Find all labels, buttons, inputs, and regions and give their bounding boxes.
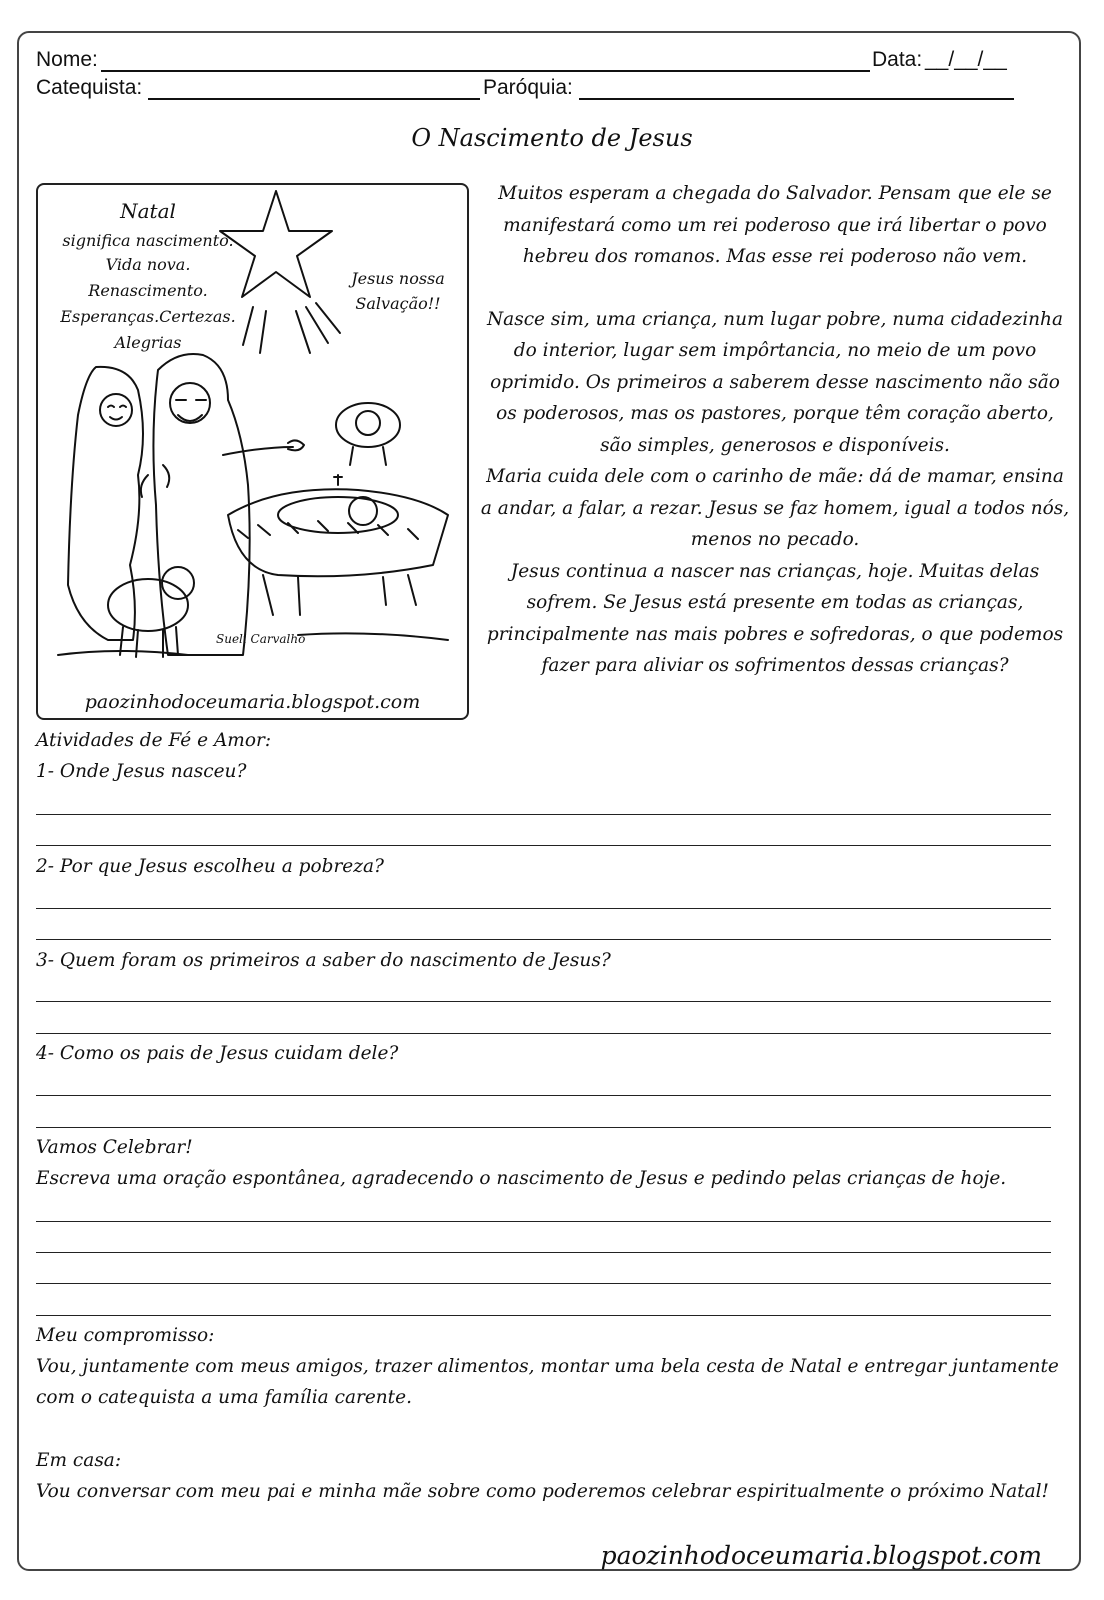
name-field[interactable] [101,70,870,72]
question-4: 4- Como os pais de Jesus cuidam dele? [36,1043,399,1064]
answer-line[interactable] [36,1095,1051,1096]
side-text: Jesus nossa [351,269,445,288]
celebrate-instruction: Escreva uma oração espontânea, agradecendo o nascimento de Jesus e pedindo pelas crianças de hoje. [36,1168,1007,1189]
story-paragraph: Nasce sim, uma criança, num lugar pobre, numa cidadezinha do interior, lugar sem impôrtancia, no meio de um povo oprimido. Os primeiros a saberem desse nascimento não são os poderosos, mas os pastores, porque têm coração aberto, são simples, generosos e disponíveis. [486,308,1063,456]
commitment-text: com o catequista a uma família carente. [36,1387,412,1408]
artist-credit: Sueli Carvalho [216,632,306,646]
answer-line[interactable] [36,845,1051,846]
caption-line: Vida nova. [105,255,191,274]
home-text: Vou conversar com meu pai e minha mãe sobre como poderemos celebrar espiritualmente o próximo Natal! [36,1481,1049,1502]
parish-label: Paróquia: [483,76,573,99]
caption-line: Alegrias [114,333,182,352]
nativity-illustration [36,183,469,720]
commitment-heading: Meu compromisso: [36,1325,215,1346]
caption-title: Natal [120,199,176,223]
answer-line[interactable] [36,1127,1051,1128]
answer-line[interactable] [36,1001,1051,1002]
story-paragraph: Maria cuida dele com o carinho de mãe: dá de mamar, ensina a andar, a falar, a rezar. Jesus se faz homem, igual a todos nós, menos no pecado. [480,466,1070,550]
story-paragraph: Jesus continua a nascer nas crianças, hoje. Muitas delas sofrem. Se Jesus está presente em todas as crianças, principalmente nas mais pobres e sofredoras, o que podemos fazer para aliviar os sofrimentos dessas crianças? [486,560,1064,676]
answer-line[interactable] [36,939,1051,940]
caption-line: significa nascimento. [62,231,234,250]
date-label: Data: [872,48,923,71]
baby-jesus [278,497,398,533]
answer-line[interactable] [36,908,1051,909]
prayer-line[interactable] [36,1283,1051,1284]
sheep-icon [336,403,400,465]
prayer-line[interactable] [36,1221,1051,1222]
celebrate-heading: Vamos Celebrar! [36,1137,193,1158]
star-icon [220,191,332,297]
home-heading: Em casa: [36,1450,122,1471]
catechist-field[interactable] [148,98,480,100]
commitment-text: Vou, juntamente com meus amigos, trazer alimentos, montar uma bela cesta de Natal e entregar juntamente [36,1356,1059,1377]
footer-blog-url: paozinhodoceumaria.blogspot.com [600,1541,1042,1570]
prayer-line[interactable] [36,1315,1051,1316]
question-1: 1- Onde Jesus nasceu? [36,761,247,782]
activities-heading: Atividades de Fé e Amor: [36,730,272,751]
caption-line: Renascimento. [88,281,208,300]
caption-line: Esperanças.Certezas. [60,307,236,326]
prayer-line[interactable] [36,1252,1051,1253]
story-paragraph: Muitos esperam a chegada do Salvador. Pensam que ele se manifestará como um rei poderoso que irá libertar o povo hebreu dos romanos. Mas esse rei poderoso não vem. [498,183,1052,267]
question-2: 2- Por que Jesus escolheu a pobreza? [36,856,384,877]
catechist-label: Catequista: [36,76,143,99]
date-field[interactable]: __/__/__ [925,48,1007,71]
answer-line[interactable] [36,814,1051,815]
page-title: O Nascimento de Jesus [411,124,693,152]
name-label: Nome: [36,48,98,71]
figure-blog-url: paozinhodoceumaria.blogspot.com [84,691,421,713]
answer-line[interactable] [36,1033,1051,1034]
question-3: 3- Quem foram os primeiros a saber do nascimento de Jesus? [36,950,611,971]
parish-field[interactable] [579,98,1014,100]
sheep-icon [108,567,194,657]
story-text [478,178,1072,682]
side-text: Salvação!! [355,294,441,313]
